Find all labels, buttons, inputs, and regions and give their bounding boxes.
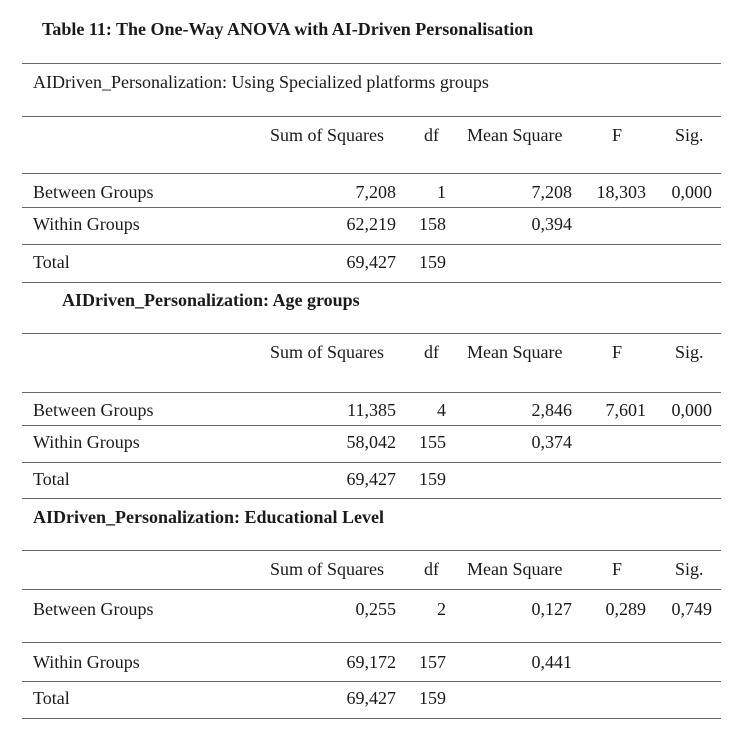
cell-sum-of-squares: 11,385 [347,400,396,420]
cell-sum-of-squares: 0,255 [355,599,396,619]
rule [22,718,721,719]
header-df: df [424,342,439,362]
section-heading: AIDriven_Personalization: Educational Level [33,507,384,527]
cell-sig: 0,000 [671,182,712,202]
cell-df: 1 [437,182,446,202]
rule [22,116,721,117]
header-sig: Sig. [675,342,704,362]
rule [22,282,721,283]
cell-df: 158 [419,214,446,234]
cell-df: 159 [419,252,446,272]
cell-sum-of-squares: 69,427 [346,688,396,708]
rule [22,333,721,334]
cell-mean-square: 0,127 [531,599,572,619]
rule [22,392,721,393]
cell-sum-of-squares: 69,427 [346,252,396,272]
cell-mean-square: 2,846 [531,400,572,420]
header-sum-of-squares: Sum of Squares [270,342,384,362]
header-df: df [424,559,439,579]
cell-sum-of-squares: 58,042 [346,432,396,452]
cell-sig: 0,749 [671,599,712,619]
cell-mean-square: 7,208 [531,182,572,202]
header-sig: Sig. [675,559,704,579]
row-label: Total [33,252,70,272]
header-sum-of-squares: Sum of Squares [270,559,384,579]
cell-sum-of-squares: 69,172 [346,652,396,672]
section-heading: AIDriven_Personalization: Age groups [62,290,360,310]
cell-df: 2 [437,599,446,619]
rule [22,681,721,682]
cell-f: 18,303 [596,182,646,202]
cell-sum-of-squares: 62,219 [346,214,396,234]
header-f: F [612,559,623,579]
rule [22,173,721,174]
header-mean-square: Mean Square [467,559,563,579]
cell-df: 155 [419,432,446,452]
cell-mean-square: 0,441 [531,652,572,672]
cell-sum-of-squares: 7,208 [355,182,396,202]
row-label: Between Groups [33,400,154,420]
rule [22,589,721,590]
row-label: Between Groups [33,182,154,202]
cell-mean-square: 0,374 [531,432,572,452]
header-sum-of-squares: Sum of Squares [270,125,384,145]
cell-df: 4 [437,400,446,420]
cell-f: 7,601 [605,400,646,420]
row-label: Total [33,469,70,489]
rule [22,642,721,643]
row-label: Between Groups [33,599,154,619]
row-label: Within Groups [33,214,140,234]
cell-df: 159 [419,688,446,708]
table-title: Table 11: The One-Way ANOVA with AI-Driven Personalisation [42,19,534,39]
cell-f: 0,289 [605,599,646,619]
rule [22,498,721,499]
header-f: F [612,125,623,145]
header-f: F [612,342,623,362]
rule [22,207,721,208]
header-sig: Sig. [675,125,704,145]
rule [22,462,721,463]
rule [22,550,721,551]
cell-sig: 0,000 [671,400,712,420]
row-label: Total [33,688,70,708]
rule [22,425,721,426]
cell-df: 159 [419,469,446,489]
header-mean-square: Mean Square [467,125,563,145]
rule [22,63,721,64]
section-heading: AIDriven_Personalization: Using Specialized platforms groups [33,72,489,92]
cell-df: 157 [419,652,446,672]
row-label: Within Groups [33,432,140,452]
cell-sum-of-squares: 69,427 [346,469,396,489]
header-mean-square: Mean Square [467,342,563,362]
header-df: df [424,125,439,145]
rule [22,244,721,245]
cell-mean-square: 0,394 [531,214,572,234]
row-label: Within Groups [33,652,140,672]
